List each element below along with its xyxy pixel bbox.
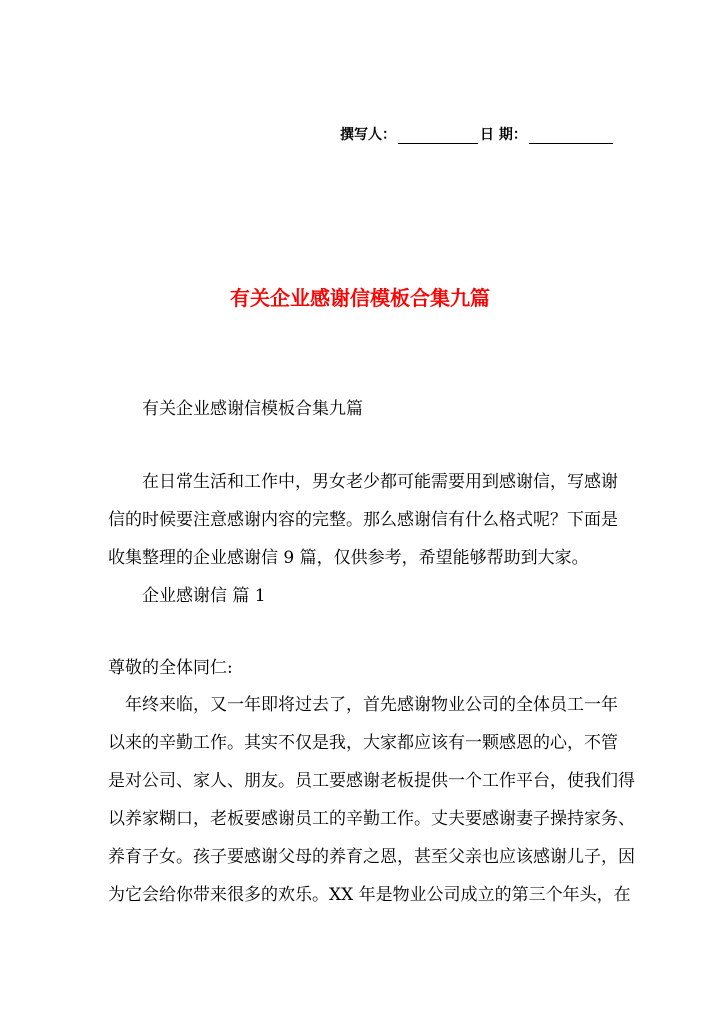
intro-line: 在日常生活和工作中，男女老少都可能需要用到感谢信，写感谢 [142, 472, 618, 492]
subtitle-text: 有关企业感谢信模板合集九篇 [142, 399, 363, 419]
body-paragraph [108, 686, 635, 914]
body-line: 以养家糊口，老板要感谢员工的辛勤工作。丈夫要感谢妻子操持家务、 [108, 809, 635, 829]
author-blank-field [398, 129, 478, 144]
greeting-paragraph [108, 649, 613, 687]
section-title: 企业感谢信 篇 1 [142, 586, 266, 606]
intro-line: 收集整理的企业感谢信 9 篇，仅供参考，希望能够帮助到大家。 [108, 548, 589, 568]
body-line: 年终来临，又一年即将过去了，首先感谢物业公司的全体员工一年 [125, 695, 618, 715]
body-line: 是对公司、家人、朋友。员工要感谢老板提供一个工作平台，使我们得 [108, 771, 635, 791]
subtitle-paragraph [108, 390, 613, 428]
body-line: 为它会给你带来很多的欢乐。XX 年是物业公司成立的第三个年头，在 [108, 885, 631, 905]
intro-paragraph [108, 463, 618, 577]
body-line: 以来的辛勤工作。其实不仅是我，大家都应该有一颗感恩的心，不管 [108, 733, 618, 753]
author-date-header [340, 124, 620, 144]
document-title: 有关企业感谢信模板合集九篇 [230, 286, 490, 310]
date-label: 日 期： [480, 127, 527, 143]
author-label: 撰写人： [340, 127, 396, 143]
intro-line: 信的时候要注意感谢内容的完整。那么感谢信有什么格式呢？下面是 [108, 510, 618, 530]
greeting-text: 尊敬的全体同仁: [108, 658, 233, 678]
date-blank-field [529, 129, 613, 144]
section-heading [108, 577, 613, 615]
body-line: 养育子女。孩子要感谢父母的养育之恩，甚至父亲也应该感谢儿子，因 [108, 847, 635, 867]
